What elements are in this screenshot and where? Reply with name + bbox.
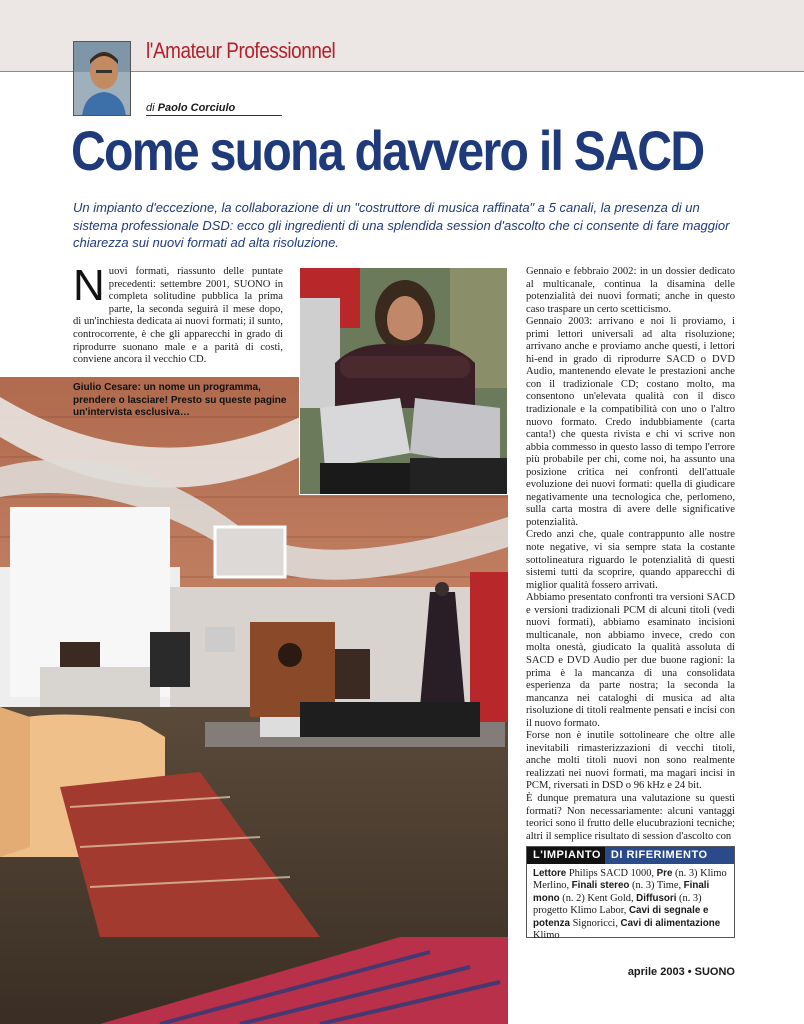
headline bbox=[71, 118, 703, 183]
box-title-light: DI RIFERIMENTO bbox=[610, 849, 708, 861]
column-3-paragraph: Forse non è inutile sottolineare che oltre alle inevitabili rimasterizzazioni di vecchi titoli, anche molti titoli nuovi non sono realmente realizzati nei nuovi formati, ma magari incisi in PCM, riversati in DSD o 96 kHz e 24 bit. bbox=[526, 730, 735, 792]
section-title: l'Amateur Professionnel bbox=[146, 38, 336, 63]
column-3-paragraph: Credo anzi che, quale contrappunto alle nostre note negative, vi sia sempre stata la costante sottolineatura riguardo le potenzialità di questi sistemi tutti da scoprire, quando apparecchi di miglior qualità fossero arrivati. bbox=[526, 529, 735, 591]
column-1-text: uovi formati, riassunto delle puntate precedenti: settembre 2001, SUONO in completa solitudine pubblica la prima parte, la seconda seguirà il mese dopo, di un'inchiesta dedicata ai nuovi formati; il sunto, controcorrente, è che gli apparecchi in grado di riprodurre suonano male e a parità di costi, conviene ancora il vecchio CD. bbox=[73, 266, 283, 366]
component-value: (n. 2) Kent Gold, bbox=[559, 892, 637, 904]
headline-bold: suona bbox=[209, 119, 343, 182]
column-3-paragraph: Gennaio 2003: arrivano e noi li proviamo, i primi lettori universali ad alta risoluzione; arrivano anche e proviamo anche questi, i lettori hi-end in grado di riprodurre SACD o DVD Audio, mantenendo elevate le prestazioni anche con il tradizionale CD; costano molto, ma consentono un'elevata qualità con il disco tradizionale e la compatibilità con uno o l'altro nuovo formato. Credo indubbiamente (carta canta!) che questa rivista e chi vi scrive non abbia commesso in questo lasso di tempo l'errore più probabile per chi, come noi, ha assunto una posizione critica nei confronti dell'attuale evoluzione dei nuovi formati: quella di giudicare negativamente una tecnologica che, perlomeno, sulla carta mostra di avere delle significative potenzialità. bbox=[526, 316, 735, 528]
component-value: Philips SACD 1000, bbox=[566, 868, 657, 879]
box-title-dark: L'IMPIANTO bbox=[527, 847, 605, 864]
reference-system-box bbox=[526, 846, 735, 942]
byline-prefix: di bbox=[146, 102, 155, 114]
reference-system-list bbox=[527, 864, 734, 946]
reference-system-box-title bbox=[527, 847, 734, 864]
component-value: (n. 3) Time, bbox=[629, 880, 684, 892]
dropcap: N bbox=[73, 261, 105, 310]
photo-caption: Giulio Cesare: un nome un programma, prendere o lasciare! Presto su queste pagine un'intervista esclusiva… bbox=[73, 382, 287, 418]
component-label: Lettore bbox=[533, 868, 567, 879]
author-name: Paolo Corciulo bbox=[157, 102, 236, 114]
component-label: Cavi di segnale e potenza bbox=[533, 905, 709, 929]
component-value: (n. 3) Klimo Merlino, bbox=[533, 868, 727, 892]
column-3-paragraph: È dunque prematura una valutazione su questi formati? Non necessariamente: alcuni vantaggi teorici sono il frutto delle elucubrazioni tecniche; altri il semplice risultato di session d'ascolto con bbox=[526, 792, 735, 842]
component-value: Signoricci, bbox=[570, 917, 621, 929]
column-3-paragraph: Gennaio e febbraio 2002: in un dossier dedicato al multicanale, continua la disamina delle potenzialità dei nuovi formati; anche in questo caso traspare un certo scetticismo. bbox=[526, 266, 735, 315]
byline bbox=[146, 102, 282, 116]
component-value: (n. 3) progetto Klimo Labor, bbox=[533, 892, 702, 917]
interview-portrait-photo bbox=[299, 267, 508, 495]
standfirst: Un impianto d'eccezione, la collaborazione di un "costruttore di musica raffinata" a 5 canali, la presenza di un sistema professionale DSD: ecco gli ingredienti di una splendida session d'ascolto che ci consente di fare maggior chiarezza sui nuovi formati ad alta risoluzione. bbox=[73, 200, 730, 250]
column-1 bbox=[73, 261, 283, 367]
component-label: Pre bbox=[656, 868, 673, 879]
headline-part2: davvero il SACD bbox=[342, 119, 704, 182]
column-3 bbox=[526, 266, 735, 843]
component-label: Diffusori bbox=[636, 892, 677, 904]
component-label: Finali mono bbox=[533, 880, 710, 904]
column-3-paragraph: Abbiamo presentato confronti tra versioni SACD e versioni tradizionali PCM di alcuni titoli (vedi nuovi formati), abbiamo esaminato incisioni multicanale, non abbiamo invece, credo con molta onestà, giudicato la qualità assoluta di SACD e DVD Audio per due buone ragioni: la prima è la mancanza di una consolidata esperienza da parte nostra; la seconda la mancanza nei cataloghi di musica ad alta risoluzione di titoli realmente pensati e incisi con il nuovo formato. bbox=[526, 592, 735, 729]
component-label: Finali stereo bbox=[571, 880, 630, 892]
component-value: Klimo bbox=[533, 930, 560, 942]
author-photo bbox=[73, 41, 131, 116]
page-footer: aprile 2003 • SUONO bbox=[627, 966, 735, 978]
component-label: Cavi di alimentazione bbox=[620, 917, 721, 929]
headline-part1: Come bbox=[71, 119, 210, 182]
